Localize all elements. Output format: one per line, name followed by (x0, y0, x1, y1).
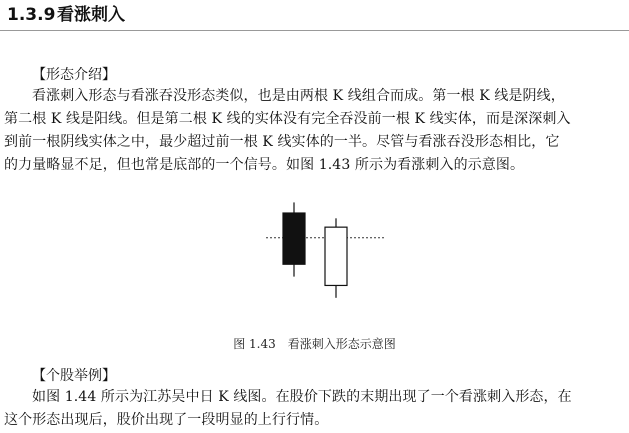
paragraph-line: 的力量略显不足，但也常是底部的一个信号。如图 1.43 所示为看涨刺入的示意图。 (4, 157, 525, 173)
paragraph-line: 第二根 K 线是阳线。但是第二根 K 线的实体没有完全吞没前一根 K 线实体，而是深深刺入 (4, 111, 571, 127)
section-number: 1.3.9 (7, 5, 56, 25)
paragraph-line: 这个形态出现后，股价出现了一段明显的上行行情。 (4, 412, 329, 428)
paragraph-line: 到前一根阴线实体之中，最少超过前一根 K 线实体的一半。尽管与看涨吞没形态相比，它 (4, 134, 560, 150)
section-title: 看涨刺入 (57, 5, 125, 25)
heading-divider (0, 30, 629, 31)
figure-caption (0, 336, 629, 352)
pattern-intro-paragraph (4, 85, 622, 177)
paragraph-line: 看涨刺入形态与看涨吞没形态类似，也是由两根 K 线组合而成。第一根 K 线是阴线， (32, 88, 565, 104)
stock-example-paragraph (4, 386, 622, 432)
bearish-candle-body (283, 213, 305, 264)
paragraph-line: 如图 1.44 所示为江苏吴中日 K 线图。在股价下跌的末期出现了一个看涨刺入形态，在 (32, 389, 572, 405)
stock-example-label: 【个股举例】 (32, 368, 116, 384)
section-heading (7, 4, 125, 26)
bullish-candle-body (325, 227, 347, 285)
figure-number: 图 1.43 (233, 337, 276, 351)
pattern-intro-label: 【形态介绍】 (32, 67, 116, 83)
candlestick-diagram (262, 196, 392, 306)
figure-caption-text: 看涨刺入形态示意图 (287, 337, 396, 351)
